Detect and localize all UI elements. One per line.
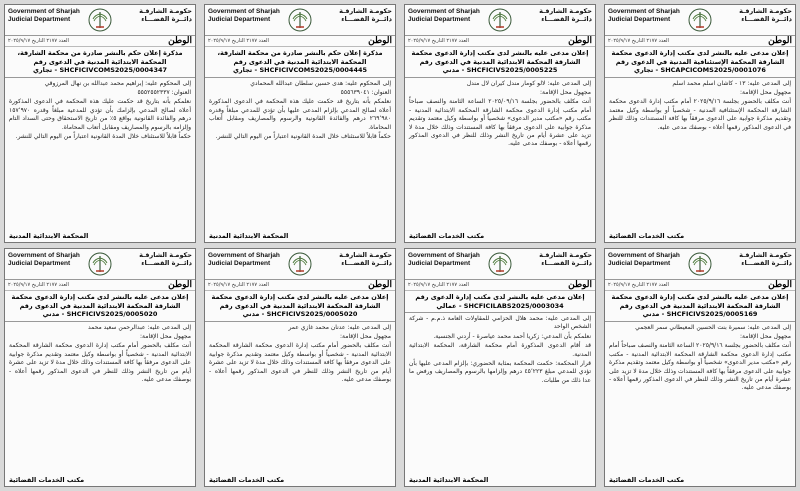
notice-paragraph: إلى المدعى عليه: لالو كومار مندل كيران لال مندل <box>466 79 591 87</box>
sharjah-emblem-icon <box>487 7 513 33</box>
notice-paragraph: مجهول محل الإقامة: <box>140 332 191 340</box>
notice-meta <box>605 36 795 47</box>
issue-reference: العدد ٢١٧٧ التاريخ ٢٠٢٥/٩/١٧ <box>8 38 69 44</box>
dept-name-english: Government of Sharjah Judicial Department <box>408 8 480 23</box>
notice-body <box>405 313 595 388</box>
notice-header <box>605 249 795 280</box>
notice-paragraph: حكماً قابلاً للاستئناف خلال المدة القانونية اعتباراً من اليوم التالي للنشر. <box>215 132 391 140</box>
issue-reference: العدد ٢١٧٧ التاريخ ٢٠٢٥/٩/١٧ <box>208 38 269 44</box>
notice-paragraph: إلى المدعى عليه: ١٣ - كاشان اسلم محمد اسلم <box>672 79 791 87</box>
notice-paragraph: إلى المدعى عليه: سميرة بنت الحسين المعيطاني سمر العجمي <box>635 323 791 331</box>
notice-body <box>405 78 595 152</box>
notice-body <box>605 78 795 135</box>
issue-reference: العدد ٢١٧٧ التاريخ ٢٠٢٥/٩/١٧ <box>608 282 669 288</box>
dept-name-arabic: حكومـة الشارقـة دائــرة القضـــاء <box>539 7 592 23</box>
notice-body <box>5 322 195 388</box>
notice-body <box>605 322 795 396</box>
notice-meta <box>405 36 595 47</box>
notice-title: إعلان مدعى عليه بالنشر لدى مكتب إدارة الدعوى محكمة الشارقة المحكمة الابتدائية المدنية في الدعوى رقم SHCFICIVS2025/0005020 - مدني <box>5 291 195 322</box>
newspaper-name: الوطن <box>768 280 792 290</box>
newspaper-name: الوطن <box>568 36 592 46</box>
newspaper-name: الوطن <box>168 36 192 46</box>
notice-meta <box>405 280 595 291</box>
dept-name-arabic: حكومـة الشارقـة دائــرة القضـــاء <box>339 251 392 267</box>
dept-name-english: Government of Sharjah Judicial Department <box>208 8 280 23</box>
notice-signature: المحكمة الابتدائية المدنية <box>209 232 289 240</box>
notice-paragraph: أنت مكلف بالحضور أمام مكتب إدارة الدعوى محكمة الشارقة المحكمة الابتدائية المدنية - شخصياً أو بواسطة وكيل معتمد وتقديم مذكرة جوابية على الدعوى مرفقاً بها كافة المستندات وذلك خلال مدة لا تزيد على عشرة أيام من تاريخ النشر وذلك للنظر في الدعوى المذكور رقمها أعلاه - بوصفك مدعى عليه. <box>209 342 391 383</box>
notice-paragraph: إلى المدعى عليه: عدنان محمد غازي عمر <box>288 323 391 331</box>
notice-paragraph: العنوان: ٥٥٥٦٣٩٠٤١ <box>340 88 391 96</box>
notice-card <box>404 4 596 243</box>
notice-signature: المحكمة الابتدائية المدنية <box>9 232 89 240</box>
notice-paragraph: أنت مكلف بالحضور بجلسة ٢٠٢٥/٠٩/١٦ الساعة الثامنة والنصف صباحاً أمام مكتب إدارة الدعوى محكمة الشارقة المحكمة الابتدائية المدنية - مكتب رقم «مكتب مدير الدعوى» شخصياً أو بواسطة وكيل معتمد وتقديم مذكرة جوابية على الدعوى مرفقاً بها كافة المستندات وذلك خلال مدة لا تزيد على عشرة أيام من تاريخ النشر وذلك للنظر في الدعوى المذكور رقمها أعلاه - بوصفك مدعى عليه. <box>409 98 591 148</box>
notice-card <box>4 4 196 243</box>
sharjah-emblem-icon <box>287 251 313 277</box>
notice-card <box>604 248 796 487</box>
notice-card <box>204 4 396 243</box>
notice-header <box>405 5 595 36</box>
notice-paragraph: مجهول محل الإقامة: <box>740 332 791 340</box>
notice-title: مذكرة إعلان حكم بالنشر صادرة من محكمة الشارقة، المحكمة الابتدائية المدنية في الدعوى رقم SHCFICIVCOMS2025/0004347 - تجاري <box>5 47 195 78</box>
notice-title: إعلان مدعى عليه بالنشر لدى مكتب إدارة الدعوى محكمة الشارقة المحكمة الابتدائية المدنية في الدعوى رقم SHCFICIVS2025/0005020 - مدني <box>205 291 395 322</box>
notice-signature: مكتب الخدمات القضائية <box>209 476 285 484</box>
notice-meta <box>5 36 195 47</box>
dept-name-english: Government of Sharjah Judicial Department <box>408 252 480 267</box>
notice-paragraph: إلى المدعى عليه: عبدالرحمن سعيد محمد <box>87 323 191 331</box>
notice-signature: مكتب الخدمات القضائية <box>609 476 685 484</box>
newspaper-name: الوطن <box>368 36 392 46</box>
issue-reference: العدد ٢١٧٧ التاريخ ٢٠٢٥/٩/١٧ <box>408 282 469 288</box>
notice-signature: المحكمة الابتدائية المدنية <box>409 476 489 484</box>
notice-paragraph: قد أقام الدعوى المذكورة أمام محكمة الشارقة، المحكمة الابتدائية المدنية. <box>409 342 591 358</box>
notice-title: مذكرة إعلان حكم بالنشر صادرة من محكمة الشارقة، المحكمة الابتدائية المدنية في الدعوى رقم SHCFICIVCOMS2025/0004445 - تجاري <box>205 47 395 78</box>
sharjah-emblem-icon <box>687 251 713 277</box>
newspaper-name: الوطن <box>168 280 192 290</box>
dept-name-arabic: حكومـة الشارقـة دائــرة القضـــاء <box>139 7 192 23</box>
notice-paragraph: نعلمكم بأن المدعي: زكريا أحمد محمد عياصرة - أردني الجنسية. <box>433 332 591 340</box>
notice-meta <box>5 280 195 291</box>
issue-reference: العدد ٢١٧٧ التاريخ ٢٠٢٥/٩/١٧ <box>8 282 69 288</box>
notice-signature: مكتب الخدمات القضائية <box>609 232 685 240</box>
newspaper-name: الوطن <box>368 280 392 290</box>
notice-signature: مكتب الخدمات القضائية <box>9 476 85 484</box>
dept-name-arabic: حكومـة الشارقـة دائــرة القضـــاء <box>139 251 192 267</box>
sharjah-emblem-icon <box>87 251 113 277</box>
notice-header <box>605 5 795 36</box>
notice-header <box>205 5 395 36</box>
notice-paragraph: إلى المحكوم عليه: إبراهيم محمد عبدالله بن نهال المرزوقي <box>44 79 191 87</box>
notice-header <box>405 249 595 280</box>
dept-name-english: Government of Sharjah Judicial Department <box>608 8 680 23</box>
newspaper-name: الوطن <box>568 280 592 290</box>
dept-name-english: Government of Sharjah Judicial Department <box>8 8 80 23</box>
notice-paragraph: أنت مكلف بالحضور أمام مكتب إدارة الدعوى محكمة الشارقة المحكمة الابتدائية المدنية - شخصياً أو بواسطة وكيل معتمد وتقديم مذكرة جوابية على الدعوى مرفقاً بها كافة المستندات وذلك خلال مدة لا تزيد على عشرة أيام من تاريخ النشر وذلك للنظر في الدعوى المذكور رقمها أعلاه - بوصفك مدعى عليه. <box>9 342 191 383</box>
notice-header <box>205 249 395 280</box>
notice-header <box>5 5 195 36</box>
issue-reference: العدد ٢١٧٧ التاريخ ٢٠٢٥/٩/١٧ <box>208 282 269 288</box>
notice-meta <box>205 280 395 291</box>
notice-paragraph: أنت مكلف بالحضور بجلسة ٢٠٢٥/٩/١٦ أمام مكتب إدارة الدعوى محكمة الشارقة المحكمة الإستئنافية المدنية - شخصياً أو بواسطة وكيل معتمد وتقديم مذكرة جوابية على الدعوى مرفقاً بها كافة المستندات وذلك للنظر في الدعوى المذكور رقمها أعلاه - بوصفك مدعى عليه. <box>609 98 791 131</box>
issue-reference: العدد ٢١٧٧ التاريخ ٢٠٢٥/٩/١٧ <box>408 38 469 44</box>
notice-paragraph: نعلمكم بأنه بتاريخ قد حكمت عليك هذه المحكمة في الدعوى المذكورة أعلاه لصالح المدعي بإلزامك بأن تؤدي للمدعية مبلغاً وقدره ١٥٧٬٩٧٠ درهم والفائدة القانونية بواقع ٥٪ من تاريخ الاستحقاق وحتى السداد التام وإلزامه بالرسوم والمصاريف ومقابل أتعاب المحاماة. <box>9 98 192 131</box>
notice-paragraph: إلى المدعى عليه: محمد هلال الحزامي للمقاولات العامة ذ.م.م - شركة الشخص الواحد <box>409 315 591 331</box>
sharjah-emblem-icon <box>487 251 513 277</box>
notice-card <box>4 248 196 487</box>
issue-reference: العدد ٢١٧٧ التاريخ ٢٠٢٥/٩/١٧ <box>608 38 669 44</box>
notice-body <box>205 78 395 145</box>
notice-card <box>204 248 396 487</box>
notice-card <box>404 248 596 487</box>
notice-paragraph: إلى المحكوم عليه: هدى حسين سلطان عبدالله المحمادي <box>250 79 391 87</box>
notice-signature: مكتب الخدمات القضائية <box>409 232 485 240</box>
notice-paragraph: مجهول محل الإقامة: <box>540 88 591 96</box>
dept-name-arabic: حكومـة الشارقـة دائــرة القضـــاء <box>739 251 792 267</box>
notice-title: إعلان مدعى عليه بالنشر لدى مكتب إدارة الدعوى محكمة الشارقة المحكمة الإستئنافية المدنية في الدعوى رقم SHCAPCICOMS2025/0001076 - تجاري <box>605 47 795 78</box>
notice-paragraph: حكماً قابلاً للاستئناف خلال المدة القانونية اعتباراً من اليوم التالي للنشر. <box>15 132 191 140</box>
notice-paragraph: العنوان: ٥٥٥٢٥٥٢٣٣٧ <box>137 88 191 96</box>
notice-title: إعلان مدعى عليه بالنشر لدى مكتب إدارة الدعوى محكمة الشارقة المحكمة الابتدائية المدنية في الدعوى رقم SHCFICIVS2025/0005169 - مدني <box>605 291 795 322</box>
notice-paragraph: مجهول محل الإقامة: <box>340 332 391 340</box>
dept-name-english: Government of Sharjah Judicial Department <box>8 252 80 267</box>
notice-body <box>205 322 395 388</box>
notice-card <box>604 4 796 243</box>
dept-name-arabic: حكومـة الشارقـة دائــرة القضـــاء <box>539 251 592 267</box>
notice-paragraph: أنت مكلف بالحضور بجلسة ٢٠٢٥/٩/١٦ الساعة الثامنة والنصف صباحاً أمام مكتب إدارة الدعوى محكمة الشارقة المحكمة الابتدائية المدنية - مكتب رقم «مكتب مدير الدعوى» شخصياً أو بواسطة وكيل معتمد وتقديم مذكرة جوابية على الدعوى مرفقاً بها كافة المستندات وذلك خلال مدة لا تزيد على عشرة أيام من تاريخ النشر وذلك للنظر في الدعوى المذكور رقمها أعلاه - بوصفك مدعى عليه. <box>609 342 791 392</box>
sharjah-emblem-icon <box>87 7 113 33</box>
dept-name-english: Government of Sharjah Judicial Department <box>608 252 680 267</box>
notice-paragraph: نعلمكم بأنه بتاريخ قد حكمت عليك هذه المحكمة في الدعوى المذكورة أعلاه لصالح المدعي بإلزام المدعى عليها بأن تؤدي للمدعي مبلغاً وقدره ٢٦٩٬٩٨٠ درهم والفائدة القانونية والرسوم والمصاريف ومقابل أتعاب المحاماة. <box>209 98 391 131</box>
dept-name-arabic: حكومـة الشارقـة دائــرة القضـــاء <box>739 7 792 23</box>
notice-title: إعلان مدعى عليه بالنشر لدى مكتب إدارة الدعوى محكمة الشارقة المحكمة الابتدائية المدنية في الدعوى رقم SHCFICIVS2025/0005225 - مدني <box>405 47 595 78</box>
sharjah-emblem-icon <box>687 7 713 33</box>
sharjah-emblem-icon <box>287 7 313 33</box>
dept-name-arabic: حكومـة الشارقـة دائــرة القضـــاء <box>339 7 392 23</box>
notice-meta <box>205 36 395 47</box>
notice-paragraph: مجهول محل الإقامة: <box>740 88 791 96</box>
notice-meta <box>605 280 795 291</box>
dept-name-english: Government of Sharjah Judicial Department <box>208 252 280 267</box>
notice-paragraph: قرار المحكمة: حكمت المحكمة بمثابة الحضوري: بإلزام المدعى عليها بأن تؤدي للمدعي مبلغ ٤٥٬٢٢٣ درهم وإلزامها بالرسوم والمصاريف ورفض ما عدا ذلك من طلبات. <box>409 360 592 384</box>
newspaper-name: الوطن <box>768 36 792 46</box>
notice-title: إعلان مدعى عليه بالنشر لدى مكتب إدارة الدعوى رقم SHCFICILABS2025/0003034 - عمالي <box>405 291 595 313</box>
notice-header <box>5 249 195 280</box>
notice-body <box>5 78 195 145</box>
